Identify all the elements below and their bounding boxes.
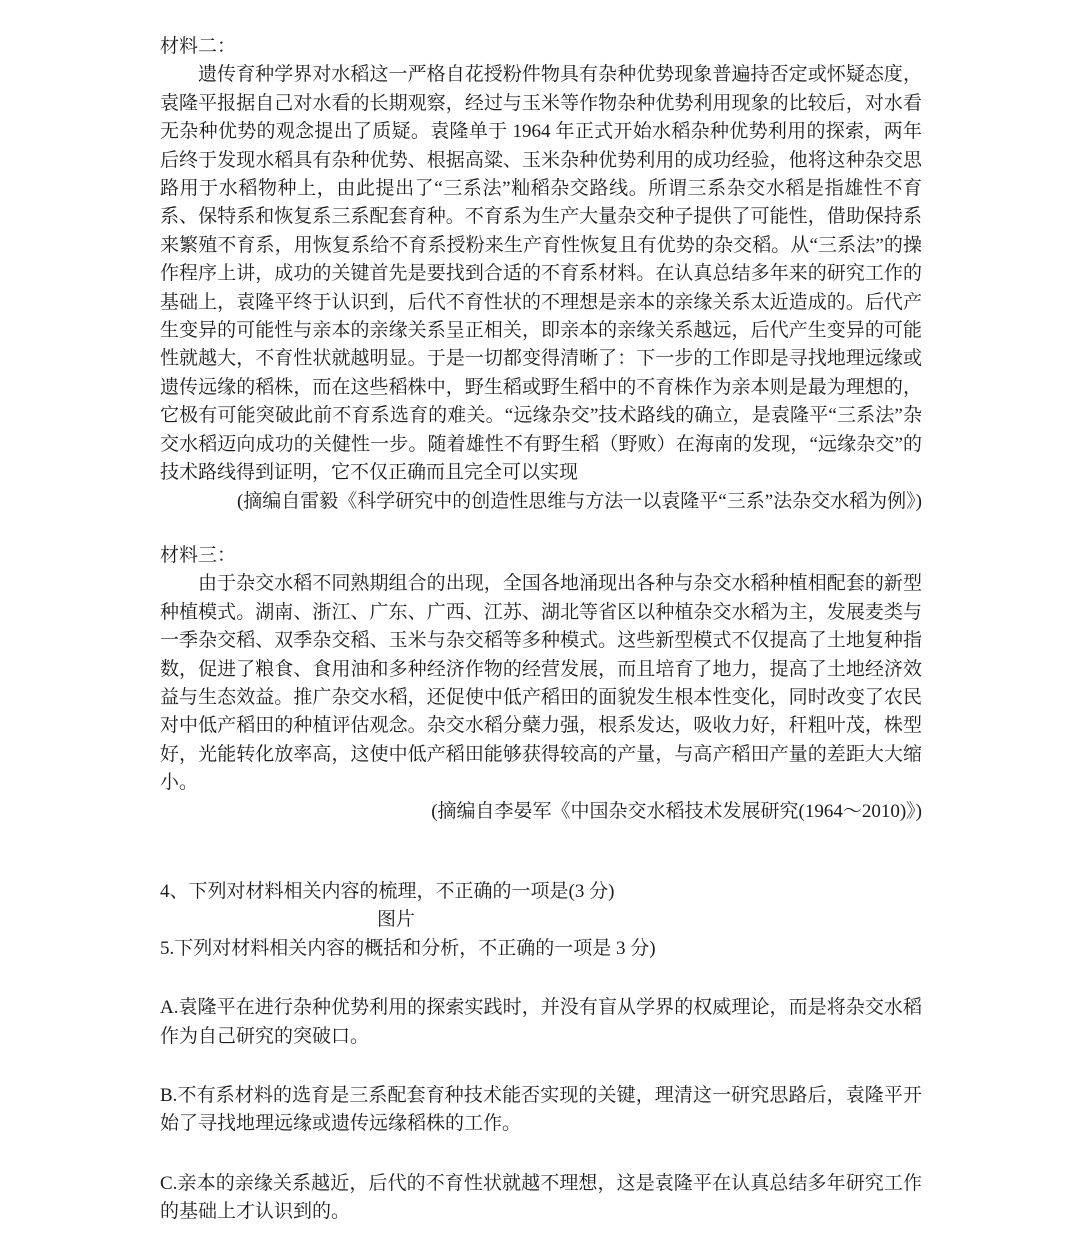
material-3-heading: 材料三：	[160, 544, 237, 566]
material-2-paragraph: 遗传育种学界对水稻这一严格自花授粉件物具有杂种优势现象普遍持否定或怀疑态度，袁隆平报据自己对水看的长期观察，经过与玉米等作物杂种优势利用现象的比较后，对水看无杂种优势的观念提出了质疑。袁隆单于 1964 年正式开始水稻杂种优势利用的探索，两年后终于发现水稻具有杂种优势、根据高粱、玉米杂种优势利用的成功经验，他将这种杂交思路用于水稻物种上，由此提出了“三系法”籼稻杂交路线。所谓三系杂交水稻是指雄性不育系、保特系和恢复系三系配套育种。不育系为生产大量杂交种子提供了可能性，借助保持系来繁殖不育系，用恢复系给不育系授粉来生产育性恢复且有优势的杂交稻。从“三系法”的操作程序上讲，成功的关键首先是要找到合适的不育系材料。在认真总结多年来的研究工作的基础上，袁隆平终于认识到，后代不育性状的不理想是亲本的亲缘关系太近造成的。后代产生变异的可能性与亲本的亲缘关系呈正相关，即亲本的亲缘关系越远，后代产生变异的可能性就越大，不育性状就越明显。于是一切都变得清晰了：下一步的工作即是寻找地理远缘或遗传远缘的稻株，而在这些稻株中，野生稻或野生稻中的不育株作为亲本则是最为理想的，它极有可能突破此前不育系选育的难关。“远缘杂交”技术路线的确立，是袁隆平“三系法”杂交水稻迈向成功的关健性一步。随着雄性不有野生稻（野败）在海南的发现，“远缘杂交”的技术路线得到证明，它不仅正确而且完全可以实现	[160, 64, 922, 484]
material-3-source-citation: (摘编自李晏军《中国杂交水稻技术发展研究(1964～2010)》)	[431, 800, 922, 822]
image-placeholder-text: 图片	[377, 909, 416, 931]
question-5-option-b: B.不有系材料的选育是三系配套育种技术能否实现的关键，理清这一研究思路后，袁隆平开始了寻找地理远缘或遗传远缘稻株的工作。	[160, 1085, 922, 1135]
material-2-heading: 材料二：	[160, 36, 237, 57]
material-2-section	[160, 33, 922, 516]
question-4-stem: 4、下列对材料相关内容的梳理，不正确的一项是(3 分)	[160, 880, 615, 902]
material-2-source-citation: (摘编自雷毅《科学研究中的创造性思维与方法一以袁隆平“三系”法杂交水稻为例》)	[236, 490, 922, 512]
question-5-option-a: A.袁隆平在进行杂种优势利用的探索实践时，并没有盲从学界的权威理论，而是将杂交水稻作为自己研究的突破口。	[160, 997, 922, 1047]
material-3-section	[160, 542, 922, 826]
question-5-stem: 5.下列对材料相关内容的概括和分析，不正确的一项是 3 分)	[160, 937, 656, 959]
material-3-paragraph: 由于杂交水稻不同熟期组合的出现，全国各地涌现出各种与杂交水稻种植相配套的新型种植模式。湖南、浙江、广东、广西、江苏、湖北等省区以种植杂交水稻为主，发展麦类与一季杂交稻、双季杂交稻、玉米与杂交稻等多种模式。这些新型模式不仅提高了土地复种指数，促进了粮食、食用油和多种经济作物的经营发展，而且培育了地力，提高了土地经济效益与生态效益。推广杂交水稻，还促使中低产稻田的面貌发生根本性变化，同时改变了农民对中低产稻田的种植评估观念。杂交水稻分蘖力强，根系发达，吸收力好，秆粗叶茂，株型好，光能转化放率高，这使中低产稻田能够获得较高的产量，与高产稻田产量的差距大大缩小。	[160, 573, 922, 794]
questions-section	[160, 878, 922, 1227]
question-5-option-c: C.亲本的亲缘关系越近，后代的不育性状就越不理想，这是袁隆平在认真总结多年研究工作的基础上才认识到的。	[160, 1172, 922, 1223]
